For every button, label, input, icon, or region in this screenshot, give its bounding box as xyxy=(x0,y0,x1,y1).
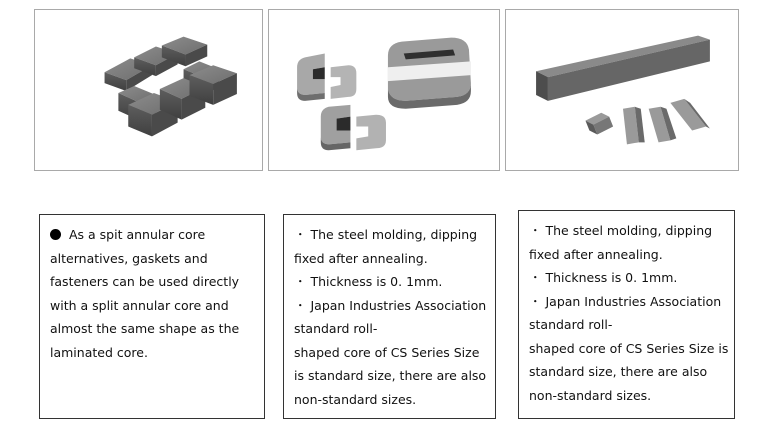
box1-line-4: with a split annular core and xyxy=(50,297,229,313)
split-annular-core-image xyxy=(35,10,262,170)
bullet-dot-icon xyxy=(50,229,61,240)
box1-line-2: alternatives, gaskets and xyxy=(50,250,208,266)
box2-line-2: fixed after annealing. xyxy=(294,250,428,266)
box3-line-3: ・ Thickness is 0. 1mm. xyxy=(529,270,678,285)
box3-line-8: non-standard sizes. xyxy=(529,387,652,403)
box3-line-1: ・ The steel molding, dipping xyxy=(529,223,713,238)
box2-line-4: ・ Japan Industries Association xyxy=(294,297,487,313)
box2-line-5: standard roll- xyxy=(294,321,378,336)
box1-line-6: laminated core. xyxy=(50,344,148,360)
box2-line-8: non-standard sizes. xyxy=(294,391,417,407)
description-box-2 xyxy=(283,214,496,419)
description-box-3 xyxy=(518,210,735,419)
description-box-1 xyxy=(39,214,265,419)
c-core-image xyxy=(269,10,499,170)
box2-line-7: is standard size, there are also xyxy=(294,368,487,383)
box1-line-3: fasteners can be used directly xyxy=(50,274,240,289)
box2-line-1: ・ The steel molding, dipping xyxy=(294,227,478,242)
box3-line-7: standard size, there are also xyxy=(529,364,708,379)
box3-line-2: fixed after annealing. xyxy=(529,246,663,262)
photo-c-cores xyxy=(268,9,500,171)
photo-split-annular-core xyxy=(34,9,263,171)
box2-line-3: ・ Thickness is 0. 1mm. xyxy=(294,274,443,289)
box3-line-4: ・ Japan Industries Association xyxy=(529,293,722,309)
bar-core-image xyxy=(506,10,738,170)
box1-line-5: almost the same shape as the xyxy=(50,321,240,336)
box3-line-5: standard roll- xyxy=(529,317,613,332)
box1-line-1: As a spit annular core xyxy=(50,223,254,247)
box2-line-6: shaped core of CS Series Size xyxy=(294,344,480,360)
box3-line-6: shaped core of CS Series Size is xyxy=(529,340,729,356)
photo-bar-core xyxy=(505,9,739,171)
